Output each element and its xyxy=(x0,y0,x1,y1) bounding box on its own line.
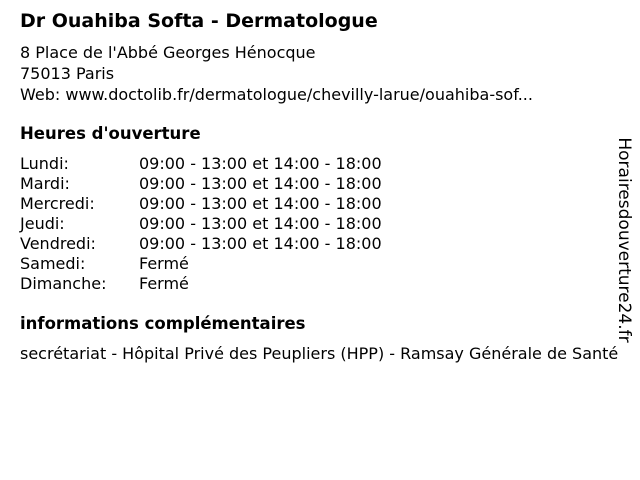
hours-row-thursday xyxy=(20,214,440,234)
hours-row-sunday xyxy=(20,274,440,294)
hours-time: 09:00 - 13:00 et 14:00 - 18:00 xyxy=(139,154,382,173)
hours-day: Jeudi: xyxy=(20,214,65,233)
address-line-2: 75013 Paris xyxy=(20,64,115,83)
hours-time: 09:00 - 13:00 et 14:00 - 18:00 xyxy=(139,194,382,213)
hours-heading: Heures d'ouverture xyxy=(20,124,201,143)
hours-time: 09:00 - 13:00 et 14:00 - 18:00 xyxy=(139,174,382,193)
hours-row-tuesday xyxy=(20,174,440,194)
hours-time: 09:00 - 13:00 et 14:00 - 18:00 xyxy=(139,234,382,253)
website-link[interactable]: Web: www.doctolib.fr/dermatologue/chevilly-larue/ouahiba-sof... xyxy=(20,85,533,104)
hours-time: 09:00 - 13:00 et 14:00 - 18:00 xyxy=(139,214,382,233)
hours-row-monday xyxy=(20,154,440,174)
hours-day: Dimanche: xyxy=(20,274,107,293)
hours-day: Mardi: xyxy=(20,174,70,193)
hours-day: Vendredi: xyxy=(20,234,96,253)
address-line-1: 8 Place de l'Abbé Georges Hénocque xyxy=(20,43,316,62)
hours-day: Mercredi: xyxy=(20,194,95,213)
hours-day: Lundi: xyxy=(20,154,69,173)
info-text: secrétariat - Hôpital Privé des Peupliers (HPP) - Ramsay Générale de Santé xyxy=(20,344,619,363)
watermark-text: Horairesdouverture24.fr xyxy=(614,137,634,343)
hours-time: Fermé xyxy=(139,254,189,273)
info-heading: informations complémentaires xyxy=(20,314,306,333)
hours-time: Fermé xyxy=(139,274,189,293)
hours-day: Samedi: xyxy=(20,254,86,273)
hours-row-friday xyxy=(20,234,440,254)
page-title: Dr Ouahiba Softa - Dermatologue xyxy=(20,10,378,32)
hours-row-saturday xyxy=(20,254,440,274)
hours-row-wednesday xyxy=(20,194,440,214)
